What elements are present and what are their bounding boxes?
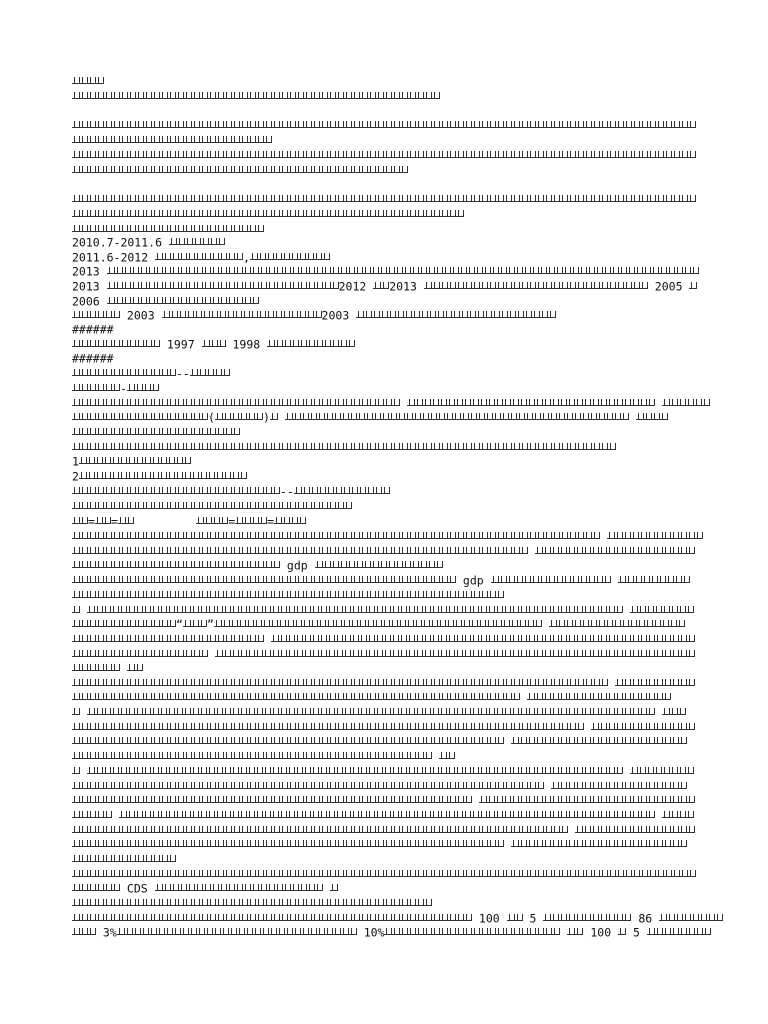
text-run: 5 <box>626 925 647 939</box>
missing-glyph-run <box>72 210 464 217</box>
missing-glyph-run <box>567 928 583 935</box>
missing-glyph-run <box>87 708 655 715</box>
text-run <box>208 648 215 662</box>
text-line <box>72 322 114 336</box>
missing-glyph-run <box>527 693 671 700</box>
text-run <box>544 780 551 794</box>
text-line <box>72 514 306 528</box>
missing-glyph-run <box>511 840 687 847</box>
missing-glyph-run <box>72 547 528 554</box>
missing-glyph-run <box>72 517 88 524</box>
text-line <box>72 852 176 866</box>
missing-glyph-run <box>72 752 432 759</box>
text-line <box>72 207 464 221</box>
text-line <box>72 720 695 734</box>
text-line <box>72 192 696 206</box>
text-line <box>72 793 695 807</box>
missing-glyph-run <box>127 384 159 391</box>
text-line <box>72 647 695 661</box>
text-line <box>72 911 723 925</box>
missing-glyph-run <box>72 195 696 202</box>
text-run <box>80 765 87 779</box>
text-line <box>72 279 697 293</box>
missing-glyph-run <box>118 517 134 524</box>
missing-glyph-run <box>72 121 696 128</box>
missing-glyph-run <box>72 136 272 143</box>
text-run: 2003 <box>120 308 162 322</box>
missing-glyph-run <box>72 166 408 173</box>
missing-glyph-run <box>72 413 208 420</box>
text-line <box>72 499 352 513</box>
missing-glyph-run <box>72 870 696 877</box>
missing-glyph-run <box>384 928 560 935</box>
missing-glyph-run <box>72 855 176 862</box>
missing-glyph-run <box>479 796 695 803</box>
missing-glyph-run <box>407 399 655 406</box>
text-run: 2011.6-2012 <box>72 250 156 264</box>
text-run <box>432 750 439 764</box>
missing-glyph-run <box>72 606 80 613</box>
missing-glyph-run <box>127 664 143 671</box>
text-line <box>72 454 191 468</box>
text-line <box>72 573 690 587</box>
text-run <box>560 926 567 940</box>
missing-glyph-run <box>543 914 631 921</box>
text-run <box>264 633 271 647</box>
text-line <box>72 351 114 365</box>
missing-glyph-run <box>271 635 695 642</box>
text-run <box>80 604 87 618</box>
text-run <box>584 721 591 735</box>
missing-glyph-run <box>630 606 694 613</box>
missing-glyph-run <box>72 311 120 318</box>
text-run: ( <box>208 410 215 424</box>
text-line <box>72 133 272 147</box>
missing-glyph-run <box>549 620 685 627</box>
missing-glyph-run <box>662 811 694 818</box>
missing-glyph-run <box>87 767 623 774</box>
text-run: 2010.7-2011.6 <box>72 235 169 249</box>
text-line <box>72 294 259 308</box>
missing-glyph-run <box>274 517 306 524</box>
missing-glyph-run <box>72 532 600 539</box>
missing-glyph-run <box>270 413 278 420</box>
text-line <box>72 381 159 395</box>
missing-glyph-run <box>235 517 267 524</box>
text-run: = <box>228 514 236 528</box>
text-run: “ <box>176 617 183 631</box>
missing-glyph-run <box>591 723 695 730</box>
missing-glyph-run <box>507 914 523 921</box>
missing-glyph-run <box>162 311 322 318</box>
text-run <box>600 530 607 544</box>
missing-glyph-run <box>72 826 568 833</box>
missing-glyph-run <box>315 561 443 568</box>
missing-glyph-run <box>575 826 695 833</box>
text-line <box>72 118 696 132</box>
text-run <box>504 735 511 749</box>
text-run <box>629 411 636 425</box>
missing-glyph-run <box>630 767 694 774</box>
missing-glyph-run <box>72 576 456 583</box>
missing-glyph-run <box>267 340 355 347</box>
text-run: , <box>243 250 251 264</box>
text-run <box>520 691 527 705</box>
missing-glyph-run <box>330 884 338 891</box>
missing-glyph-run <box>79 457 191 464</box>
text-line <box>72 235 225 249</box>
text-run: 1998 <box>225 337 268 351</box>
text-line <box>72 410 668 424</box>
missing-glyph-run <box>439 752 455 759</box>
text-line <box>72 222 264 236</box>
missing-glyph-run <box>107 297 259 304</box>
text-run: 2003 <box>321 308 357 322</box>
text-run: 2013 <box>389 279 424 293</box>
missing-glyph-run <box>72 767 80 774</box>
text-line <box>72 661 143 675</box>
text-line <box>72 308 556 322</box>
text-run: 2012 <box>338 279 374 293</box>
missing-glyph-run <box>72 664 120 671</box>
missing-glyph-run <box>72 811 112 818</box>
text-run <box>528 545 535 559</box>
text-run: 2005 <box>647 279 690 293</box>
text-run: 3% <box>96 925 117 939</box>
text-line <box>72 603 694 617</box>
missing-glyph-run <box>107 282 339 289</box>
text-line <box>72 366 230 380</box>
text-line <box>72 544 695 558</box>
missing-glyph-run <box>250 253 330 260</box>
text-run: 1997 <box>160 337 202 351</box>
text-run: -- <box>176 366 190 380</box>
text-run: ###### <box>72 322 114 336</box>
missing-glyph-run <box>72 399 400 406</box>
missing-glyph-run <box>72 428 240 435</box>
missing-glyph-run <box>424 282 648 289</box>
missing-glyph-run <box>72 899 432 906</box>
missing-glyph-run <box>72 650 208 657</box>
text-run: 1 <box>72 454 79 468</box>
missing-glyph-run <box>373 282 389 289</box>
text-run: 2 <box>72 469 79 483</box>
missing-glyph-run <box>155 884 323 891</box>
missing-glyph-run <box>647 928 711 935</box>
text-line <box>72 74 104 88</box>
text-line <box>72 89 440 103</box>
text-run <box>623 604 630 618</box>
missing-glyph-run <box>190 369 230 376</box>
missing-glyph-run <box>72 151 696 158</box>
text-line <box>72 425 240 439</box>
text-line <box>72 617 685 631</box>
missing-glyph-run <box>72 384 120 391</box>
text-run: 5 <box>522 911 544 925</box>
missing-glyph-run <box>72 620 176 627</box>
text-run <box>472 794 479 808</box>
text-line <box>72 764 694 778</box>
text-line <box>72 440 616 454</box>
text-line <box>72 676 695 690</box>
text-run <box>611 574 618 588</box>
text-line <box>72 396 710 410</box>
missing-glyph-run <box>72 92 440 99</box>
text-run <box>120 662 127 676</box>
text-run <box>134 515 196 529</box>
missing-glyph-run <box>356 311 556 318</box>
text-run: 100 <box>583 925 619 939</box>
text-run <box>504 838 511 852</box>
missing-glyph-run <box>551 782 687 789</box>
missing-glyph-run <box>215 650 695 657</box>
text-line <box>72 779 687 793</box>
text-run: 100 <box>472 911 507 925</box>
text-line <box>72 734 687 748</box>
missing-glyph-run <box>294 487 390 494</box>
text-run <box>623 765 630 779</box>
text-run <box>568 824 575 838</box>
text-run: - <box>120 381 127 395</box>
missing-glyph-run <box>511 737 687 744</box>
text-run: = <box>88 514 95 528</box>
text-run: ###### <box>72 351 114 365</box>
missing-glyph-run <box>689 282 697 289</box>
missing-glyph-run <box>636 413 668 420</box>
text-run: 86 <box>631 911 660 925</box>
missing-glyph-run <box>79 472 247 479</box>
text-run: 2013 <box>72 279 107 293</box>
missing-glyph-run <box>95 517 111 524</box>
text-line <box>72 558 443 572</box>
text-line <box>72 823 695 837</box>
text-run <box>655 809 662 823</box>
text-run: CDS <box>120 881 155 895</box>
missing-glyph-run <box>155 253 243 260</box>
missing-glyph-run <box>607 532 703 539</box>
missing-glyph-run <box>535 547 695 554</box>
text-line <box>72 469 247 483</box>
missing-glyph-run <box>72 635 264 642</box>
missing-glyph-run <box>72 914 472 921</box>
missing-glyph-run <box>107 267 699 274</box>
text-run: 2006 <box>72 294 107 308</box>
text-line <box>72 163 408 177</box>
missing-glyph-run <box>215 413 263 420</box>
missing-glyph-run <box>72 591 504 598</box>
missing-glyph-run <box>491 576 611 583</box>
missing-glyph-run <box>72 443 616 450</box>
text-run <box>542 618 549 632</box>
missing-glyph-run <box>72 693 520 700</box>
missing-glyph-run <box>615 679 695 686</box>
text-line <box>72 808 694 822</box>
missing-glyph-run <box>72 561 280 568</box>
missing-glyph-run <box>662 708 686 715</box>
missing-glyph-run <box>183 620 207 627</box>
text-run <box>323 882 330 896</box>
missing-glyph-run <box>72 840 504 847</box>
text-run <box>400 397 407 411</box>
missing-glyph-run <box>72 723 584 730</box>
text-line <box>72 896 432 910</box>
missing-glyph-run <box>72 884 120 891</box>
missing-glyph-run <box>72 796 472 803</box>
text-line <box>72 588 504 602</box>
text-line <box>72 337 355 351</box>
missing-glyph-run <box>659 914 723 921</box>
missing-glyph-run <box>72 782 544 789</box>
text-line <box>72 705 686 719</box>
text-run <box>80 706 87 720</box>
text-run: = <box>267 514 275 528</box>
text-line <box>72 529 703 543</box>
text-run: ) <box>262 410 270 424</box>
text-line <box>72 749 455 763</box>
missing-glyph-run <box>72 77 104 84</box>
text-run: = <box>110 514 118 528</box>
missing-glyph-run <box>72 225 264 232</box>
missing-glyph-run <box>72 708 80 715</box>
missing-glyph-run <box>662 399 710 406</box>
text-run <box>608 677 615 691</box>
text-line <box>72 632 695 646</box>
text-line <box>72 881 338 895</box>
text-run: gdp <box>456 573 491 587</box>
missing-glyph-run <box>72 679 608 686</box>
missing-glyph-run <box>72 737 504 744</box>
missing-glyph-run <box>196 517 228 524</box>
text-run: ” <box>206 617 214 631</box>
text-run <box>655 397 662 411</box>
text-line <box>72 484 390 498</box>
text-run <box>655 706 662 720</box>
text-run: 10% <box>356 925 385 939</box>
missing-glyph-run <box>214 620 542 627</box>
missing-glyph-run <box>117 928 357 935</box>
missing-glyph-run <box>285 413 629 420</box>
missing-glyph-run <box>618 928 626 935</box>
text-line <box>72 867 696 881</box>
missing-glyph-run <box>618 576 690 583</box>
text-line <box>72 690 671 704</box>
text-run <box>112 809 119 823</box>
missing-glyph-run <box>72 502 352 509</box>
text-line <box>72 837 687 851</box>
text-line <box>72 148 696 162</box>
missing-glyph-run <box>169 238 225 245</box>
missing-glyph-run <box>72 340 160 347</box>
text-line <box>72 250 330 264</box>
missing-glyph-run <box>72 487 280 494</box>
missing-glyph-run <box>72 928 96 935</box>
text-run: -- <box>280 484 294 498</box>
text-line <box>72 264 699 278</box>
text-line <box>72 925 711 939</box>
text-run: 2013 <box>72 264 107 278</box>
text-run <box>278 411 285 425</box>
text-run: gdp <box>280 558 315 572</box>
missing-glyph-run <box>202 340 226 347</box>
missing-glyph-run <box>72 369 176 376</box>
missing-glyph-run <box>87 606 623 613</box>
missing-glyph-run <box>119 811 655 818</box>
